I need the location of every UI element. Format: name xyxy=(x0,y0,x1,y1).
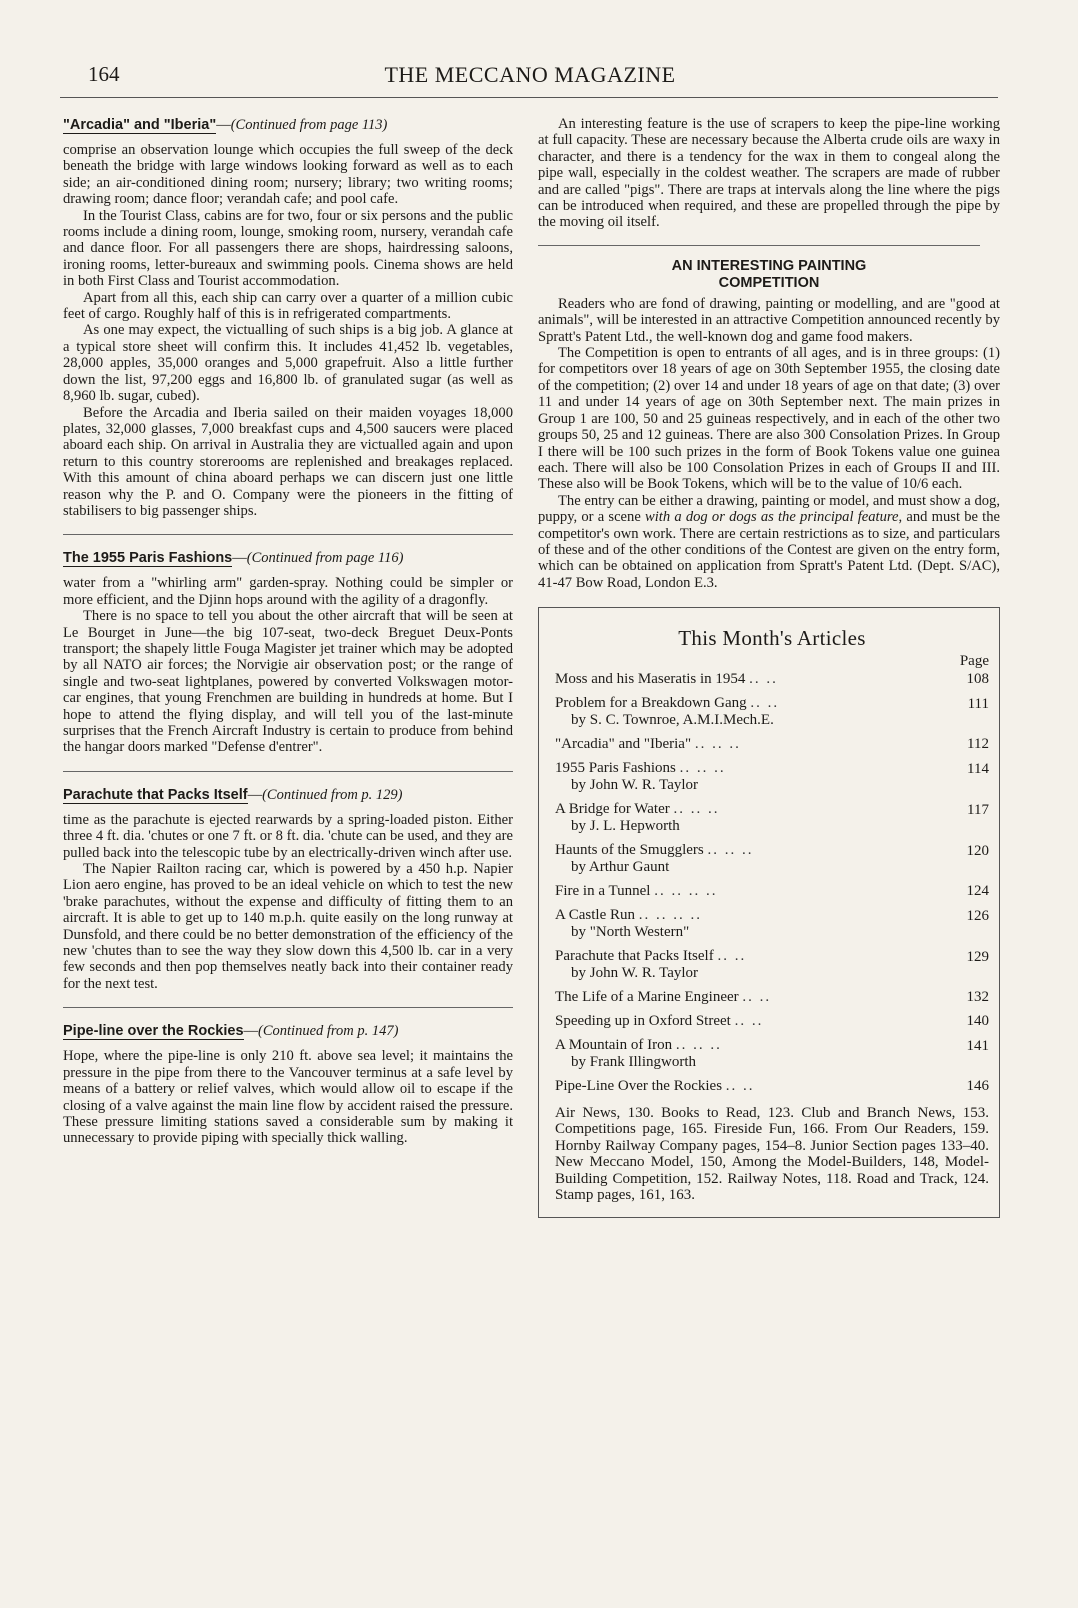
contents-item-page: 112 xyxy=(967,735,989,752)
contents-item xyxy=(555,989,989,1006)
divider xyxy=(63,771,513,772)
section-title: The 1955 Paris Fashions xyxy=(63,550,233,567)
contents-item-title: A Castle Run xyxy=(555,906,636,923)
contents-item-title: 1955 Paris Fashions xyxy=(555,759,676,776)
contents-item-dots: .. .. xyxy=(717,947,747,964)
section-heading: The 1955 Paris Fashions—(Continued from page 116) xyxy=(63,550,404,567)
right-column xyxy=(538,116,1000,1218)
contents-item-page: 120 xyxy=(966,842,989,859)
contents-item-author: by John W. R. Taylor xyxy=(571,964,699,981)
contents-item xyxy=(555,1037,989,1071)
competition-heading: AN INTERESTING PAINTING COMPETITION xyxy=(671,257,867,291)
paragraph: comprise an observation lounge which occupies the full sweep of the deck beneath the bridge with large windows looking forward as well as to each side; an air-conditioned dining room; nursery; library; two writing rooms; drawing room; dance floor; verandah cafe; and pool cafe. xyxy=(63,142,513,208)
contents-box xyxy=(538,607,1000,1218)
contents-item-title: Fire in a Tunnel xyxy=(555,882,651,899)
contents-item-author: by J. L. Hepworth xyxy=(571,817,680,834)
paragraph: time as the parachute is ejected rearwards by a spring-loaded piston. Either three 4 ft. dia. 'chutes or one 7 ft. or 8 ft. dia. 'chute can be used, and they are pulled back into the telescopic tube by an electrically-driven winch after use. xyxy=(63,811,513,861)
paragraph: Before the Arcadia and Iberia sailed on their maiden voyages 18,000 plates, 32,000 glasses, 7,000 breakfast cups and 4,500 saucers were placed aboard each ship. On arrival in Australia they are victualled again and upon return to this country storerooms are replenished and breakages replaced. With this amount of china aboard perhaps we can discern just one little reason why the P. and O. Company were the pioneers in the fitting of stabilisers to big passenger ships. xyxy=(63,404,513,519)
section-title: Parachute that Packs Itself xyxy=(63,786,248,803)
contents-item-page: 126 xyxy=(966,907,989,924)
contents-title: This Month's Articles xyxy=(678,626,866,651)
contents-item xyxy=(555,801,989,835)
contents-item-dots: .. .. .. xyxy=(673,800,720,817)
paragraph: Apart from all this, each ship can carry over a quarter of a million cubic feet of cargo. Roughly half of this is in refrigerated compartments. xyxy=(63,289,513,323)
article-painting-competition xyxy=(538,258,1000,591)
left-column xyxy=(63,116,513,1147)
contents-item-dots: .. .. .. xyxy=(707,841,754,858)
contents-item-dots: .. .. xyxy=(750,694,780,711)
paragraph: The Napier Railton racing car, which is powered by a 450 h.p. Napier Lion aero engine, has proved to be an ideal vehicle on which to test the new 'brake parachutes, without the expense and difficulty of fitting them to an aircraft. It is able to get up to 140 m.p.h. quite easily on the long runway at Dunsfold, and there could be no better demonstration of the efficiency of the new 'chutes than to see the way they slow down this 4,500 lb. car in a very few seconds and then pop themselves neatly back into their container ready for the next test. xyxy=(63,861,513,992)
contents-item-dots: .. .. xyxy=(742,988,772,1005)
contents-item-title: A Bridge for Water xyxy=(555,800,670,817)
contents-item xyxy=(555,948,989,982)
continued-note: (Continued from page 113) xyxy=(230,117,388,133)
contents-item-title: Speeding up in Oxford Street xyxy=(555,1012,731,1029)
header-rule xyxy=(60,97,998,98)
contents-item-title: Moss and his Maseratis in 1954 xyxy=(555,670,746,687)
continued-note: (Continued from p. 129) xyxy=(262,786,403,803)
contents-item xyxy=(555,1013,989,1030)
contents-item-title: Problem for a Breakdown Gang xyxy=(555,694,747,711)
contents-item-title: The Life of a Marine Engineer xyxy=(555,988,739,1005)
continued-note: (Continued from p. 147) xyxy=(258,1023,399,1040)
article-parachute xyxy=(63,786,513,992)
paragraph: As one may expect, the victualling of such ships is a big job. A glance at a typical store sheet will confirm this. It includes 41,452 lb. vegetables, 28,000 apples, 35,000 oranges and 5,000 grapefruit. Also a little further down the list, 97,200 eggs and 16,800 lb. of granulated sugar (as well as 8,960 lb. sugar, cubed). xyxy=(63,322,513,405)
contents-item xyxy=(555,736,989,753)
paragraph: water from a "whirling arm" garden-spray. Nothing could be simpler or more efficient, and the Djinn hops around with the agility of a dragonfly. xyxy=(63,575,513,608)
divider xyxy=(538,245,980,246)
paragraph: Hope, where the pipe-line is only 210 ft. above sea level; it maintains the pressure in the pipe from there to the Vancouver terminus at a safe level by means of a battery or relief valves, which would allow oil to escape if the closing of a valve against the main line flow by accident raised the pressure. These pressure limiting stations saved a considerable sum by making it unnecessary to provide piping with specially thick walling. xyxy=(63,1048,513,1147)
contents-item-dots: .. .. xyxy=(749,670,778,687)
contents-item-dots: .. .. .. .. xyxy=(654,882,718,899)
paragraph: There is no space to tell you about the other aircraft that will be seen at Le Bourget in June—the big 107-seat, two-deck Breguet Deux-Ponts transport; the shapely little Fouga Magister jet trainer which may be adopted by all NATO air forces; the Norvigie air observation post; or the range of single and two-seat lightplanes, powered by converted Volkswagen motor-car engines, that young Frenchmen are building in hundreds at home. But I hope to attend the flying display, and will tell you of the last-minute surprises that the French Aircraft Industry is certain to produce from behind the hangar doors marked "Defense d'entrer". xyxy=(63,608,513,756)
contents-item-title: Pipe-Line Over the Rockies xyxy=(555,1077,723,1094)
contents-item-page: 108 xyxy=(966,670,989,687)
contents-item-author: by S. C. Townroe, A.M.I.Mech.E. xyxy=(571,711,774,728)
contents-item-page: 111 xyxy=(967,695,989,712)
contents-item-author: by Frank Illingworth xyxy=(571,1053,696,1070)
paragraph: The entry can be either a drawing, painting or model, and must show a dog, puppy, or a scene with a dog or dogs as the principal feature, and must be the competitor's own work. There are certain restrictions as to size, and particulars of these and of the other conditions of the Contest are given on the entry form, which can be obtained on application from Spratt's Patent Ltd. (Dept. S/AC), 41-47 Bow Road, London E.3. xyxy=(538,492,1000,591)
contents-item-author: by John W. R. Taylor xyxy=(571,776,699,793)
article-arcadia xyxy=(63,116,513,519)
page-column-label: Page xyxy=(959,652,989,669)
contents-item-dots: .. .. .. .. xyxy=(638,906,703,923)
continued-note: (Continued from page 116) xyxy=(246,550,404,567)
section-title: "Arcadia" and "Iberia" xyxy=(63,117,217,133)
contents-item-dots: .. .. xyxy=(734,1012,764,1029)
contents-item xyxy=(555,907,989,941)
contents-item xyxy=(555,1078,989,1095)
contents-item xyxy=(555,671,989,688)
page-number: 164 xyxy=(88,62,120,86)
contents-item-page: 141 xyxy=(966,1037,989,1054)
article-paris-fashions xyxy=(63,549,513,755)
paragraph: Readers who are fond of drawing, painting or modelling, and are "good at animals", will be interested in an attractive Competition announced recently by Spratt's Patent Ltd., the well-known dog and game food makers. xyxy=(538,295,1000,345)
section-heading: Pipe-line over the Rockies—(Continued from p. 147) xyxy=(63,1023,399,1040)
contents-item xyxy=(555,695,989,729)
section-heading: "Arcadia" and "Iberia"—(Continued from page 113) xyxy=(63,117,388,133)
divider xyxy=(63,1007,513,1008)
contents-item xyxy=(555,760,989,794)
index-paragraph: Air News, 130. Books to Read, 123. Club and Branch News, 153. Competitions page, 165. Fireside Fun, 166. From Our Readers, 159. Hornby Railway Company pages, 154–8. Junior Section pages 133–40. New Meccano Model, 150, Among the Model-Builders, 148, Model-Building Competition, 152. Railway Notes, 118. Road and Track, 124. Stamp pages, 161, 163. xyxy=(555,1104,989,1203)
contents-item-page: 124 xyxy=(966,882,989,899)
contents-item-title: "Arcadia" and "Iberia" xyxy=(555,735,692,752)
contents-item-page: 132 xyxy=(966,988,989,1005)
contents-item-page: 146 xyxy=(966,1077,989,1094)
magazine-title: THE MECCANO MAGAZINE xyxy=(384,62,676,87)
contents-item-page: 117 xyxy=(967,801,989,818)
contents-item-dots: .. .. .. xyxy=(675,1036,722,1053)
contents-item-title: A Mountain of Iron xyxy=(555,1036,673,1053)
contents-item-page: 114 xyxy=(967,760,989,777)
section-title: Pipe-line over the Rockies xyxy=(63,1023,244,1040)
contents-item-dots: .. .. xyxy=(725,1077,755,1094)
divider xyxy=(63,534,513,535)
contents-item xyxy=(555,883,989,900)
article-pipeline xyxy=(63,1022,513,1146)
section-heading: Parachute that Packs Itself—(Continued from p. 129) xyxy=(63,786,403,803)
contents-item-title: Haunts of the Smugglers xyxy=(555,841,704,858)
contents-item-author: by "North Western" xyxy=(571,923,690,940)
pipeline-continuation: An interesting feature is the use of scrapers to keep the pipe-line working at full capacity. These are necessary because the Alberta crude oils are waxy in character, and there is a tendency for the wax in them to congeal along the pipe wall, especially in the coldest weather. The scrapers are made of rubber and are called "pigs". There are traps at intervals along the line where the pigs can be introduced when required, and these are propelled through the pipe by the moving oil itself. xyxy=(538,116,1000,231)
page-header xyxy=(60,62,1000,98)
article-list xyxy=(555,671,989,1095)
contents-item-title: Parachute that Packs Itself xyxy=(555,947,714,964)
contents-item-page: 129 xyxy=(966,948,989,965)
paragraph: The Competition is open to entrants of all ages, and is in three groups: (1) for competitors over 18 years of age on 30th September 1955, the closing date of the competition; (2) over 14 and under 18 years of age on that date; (3) over 11 and under 14 years of age on 30th September next. The main prizes in Group 1 are 100, 50 and 25 guineas respectively, and in each of the other two groups 50, 25 and 12 guineas. There are also 300 Consolation Prizes. In Group I there will be 100 such prizes in the form of Book Tokens value one guinea each. There will also be 100 Consolation Prizes in each of Groups II and III. These also will be Book Tokens, which will be to the value of 10/6 each. xyxy=(538,345,1000,493)
contents-item-dots: .. .. .. xyxy=(694,735,741,752)
contents-item-page: 140 xyxy=(966,1012,989,1029)
paragraph: In the Tourist Class, cabins are for two, four or six persons and the public rooms include a dining room, lounge, smoking room, nursery, verandah cafe and dance floor. For all passengers there are shops, hairdressing saloons, ironing rooms, letter-bureaux and swimming pools. Cinema shows are held in both First Class and Tourist accommodation. xyxy=(63,207,513,290)
contents-item xyxy=(555,842,989,876)
contents-item-dots: .. .. .. xyxy=(679,759,726,776)
contents-item-author: by Arthur Gaunt xyxy=(571,858,670,875)
